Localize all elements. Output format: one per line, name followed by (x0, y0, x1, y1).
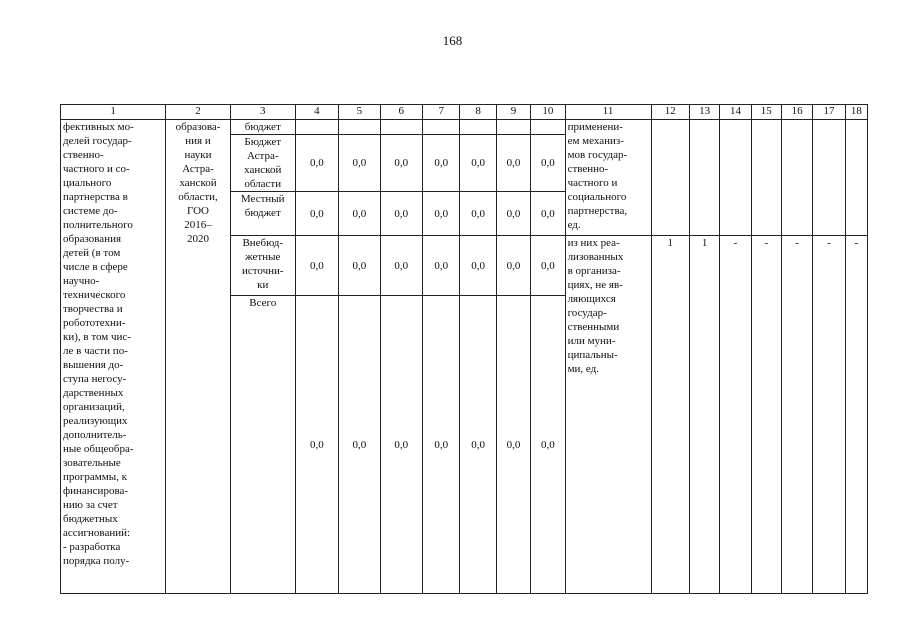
value-cell: 0,0 (339, 236, 380, 296)
value-cell: 0,0 (380, 236, 422, 296)
value-cell (423, 120, 460, 135)
indicator-name: применени- ем механиз- мов государ- ственно- частного и социального партнерства, ед. (565, 120, 651, 236)
value-cell (295, 120, 338, 135)
header-cell: 8 (460, 105, 496, 120)
indicator-name: из них реа- лизованных в организа- циях, не яв- ляющихся государ- ственными или муни- ципальны- ми, ед. (565, 236, 651, 594)
indicator-value: - (781, 236, 812, 594)
value-cell: 0,0 (531, 296, 565, 594)
indicator-value (813, 120, 845, 236)
header-cell: 1 (61, 105, 166, 120)
value-cell: 0,0 (295, 135, 338, 192)
responsible-executor: образова- ния и науки Астра- ханской области, ГОО 2016– 2020 (166, 120, 231, 594)
indicator-value (689, 120, 719, 236)
value-cell: 0,0 (423, 236, 460, 296)
value-cell: 0,0 (496, 135, 530, 192)
header-cell: 17 (813, 105, 845, 120)
program-table (60, 104, 868, 594)
header-cell: 9 (496, 105, 530, 120)
value-cell: 0,0 (460, 296, 496, 594)
value-cell (460, 120, 496, 135)
header-cell: 6 (380, 105, 422, 120)
value-cell: 0,0 (423, 135, 460, 192)
value-cell: 0,0 (496, 192, 530, 236)
value-cell: 0,0 (380, 296, 422, 594)
indicator-value (751, 120, 781, 236)
funding-source-label: Местный бюджет (230, 192, 295, 236)
indicator-value: 1 (651, 236, 689, 594)
header-cell: 2 (166, 105, 231, 120)
header-cell: 18 (845, 105, 867, 120)
indicator-value: - (751, 236, 781, 594)
value-cell: 0,0 (460, 192, 496, 236)
value-cell (531, 120, 565, 135)
value-cell: 0,0 (496, 236, 530, 296)
value-cell: 0,0 (423, 192, 460, 236)
header-cell: 5 (339, 105, 380, 120)
table-row (61, 120, 868, 135)
value-cell: 0,0 (295, 296, 338, 594)
header-cell: 3 (230, 105, 295, 120)
header-cell: 10 (531, 105, 565, 120)
value-cell: 0,0 (460, 236, 496, 296)
page-number: 168 (442, 33, 463, 48)
funding-source-label: бюджет (230, 120, 295, 135)
activity-description: фективных мо- делей государ- ственно- частного и со- циального партнерства в системе до- полнительного образования детей (в том числе в сфере научно- технического творчества и робототехни- ки), в том чис- ле в части по- вышения до- ступа негосу- дарственных организаций, реализующих дополнитель- ные общеобра- зовательные программы, к финансирова- нию за счет бюджетных ассигнований: - разработка порядка полу- (61, 120, 166, 594)
value-cell: 0,0 (380, 135, 422, 192)
value-cell: 0,0 (496, 296, 530, 594)
value-cell: 0,0 (380, 192, 422, 236)
header-cell: 16 (781, 105, 812, 120)
table-container (60, 104, 868, 594)
value-cell: 0,0 (339, 296, 380, 594)
value-cell: 0,0 (295, 192, 338, 236)
header-cell: 13 (689, 105, 719, 120)
indicator-value (651, 120, 689, 236)
header-cell: 12 (651, 105, 689, 120)
value-cell (339, 120, 380, 135)
value-cell (496, 120, 530, 135)
funding-source-label: Бюджет Астра- ханской области (230, 135, 295, 192)
header-cell: 4 (295, 105, 338, 120)
header-cell: 14 (720, 105, 751, 120)
value-cell: 0,0 (339, 192, 380, 236)
indicator-value: 1 (689, 236, 719, 594)
header-row (61, 105, 868, 120)
header-cell: 15 (751, 105, 781, 120)
header-cell: 7 (423, 105, 460, 120)
indicator-value: - (813, 236, 845, 594)
indicator-value (845, 120, 867, 236)
value-cell: 0,0 (423, 296, 460, 594)
indicator-value: - (845, 236, 867, 594)
value-cell: 0,0 (460, 135, 496, 192)
indicator-value: - (720, 236, 751, 594)
header-cell: 11 (565, 105, 651, 120)
indicator-value (781, 120, 812, 236)
value-cell: 0,0 (339, 135, 380, 192)
funding-source-label: Внебюд- жетные источни- ки (230, 236, 295, 296)
value-cell: 0,0 (531, 236, 565, 296)
value-cell: 0,0 (531, 192, 565, 236)
funding-source-label: Всего (230, 296, 295, 594)
value-cell: 0,0 (531, 135, 565, 192)
indicator-value (720, 120, 751, 236)
value-cell: 0,0 (295, 236, 338, 296)
value-cell (380, 120, 422, 135)
